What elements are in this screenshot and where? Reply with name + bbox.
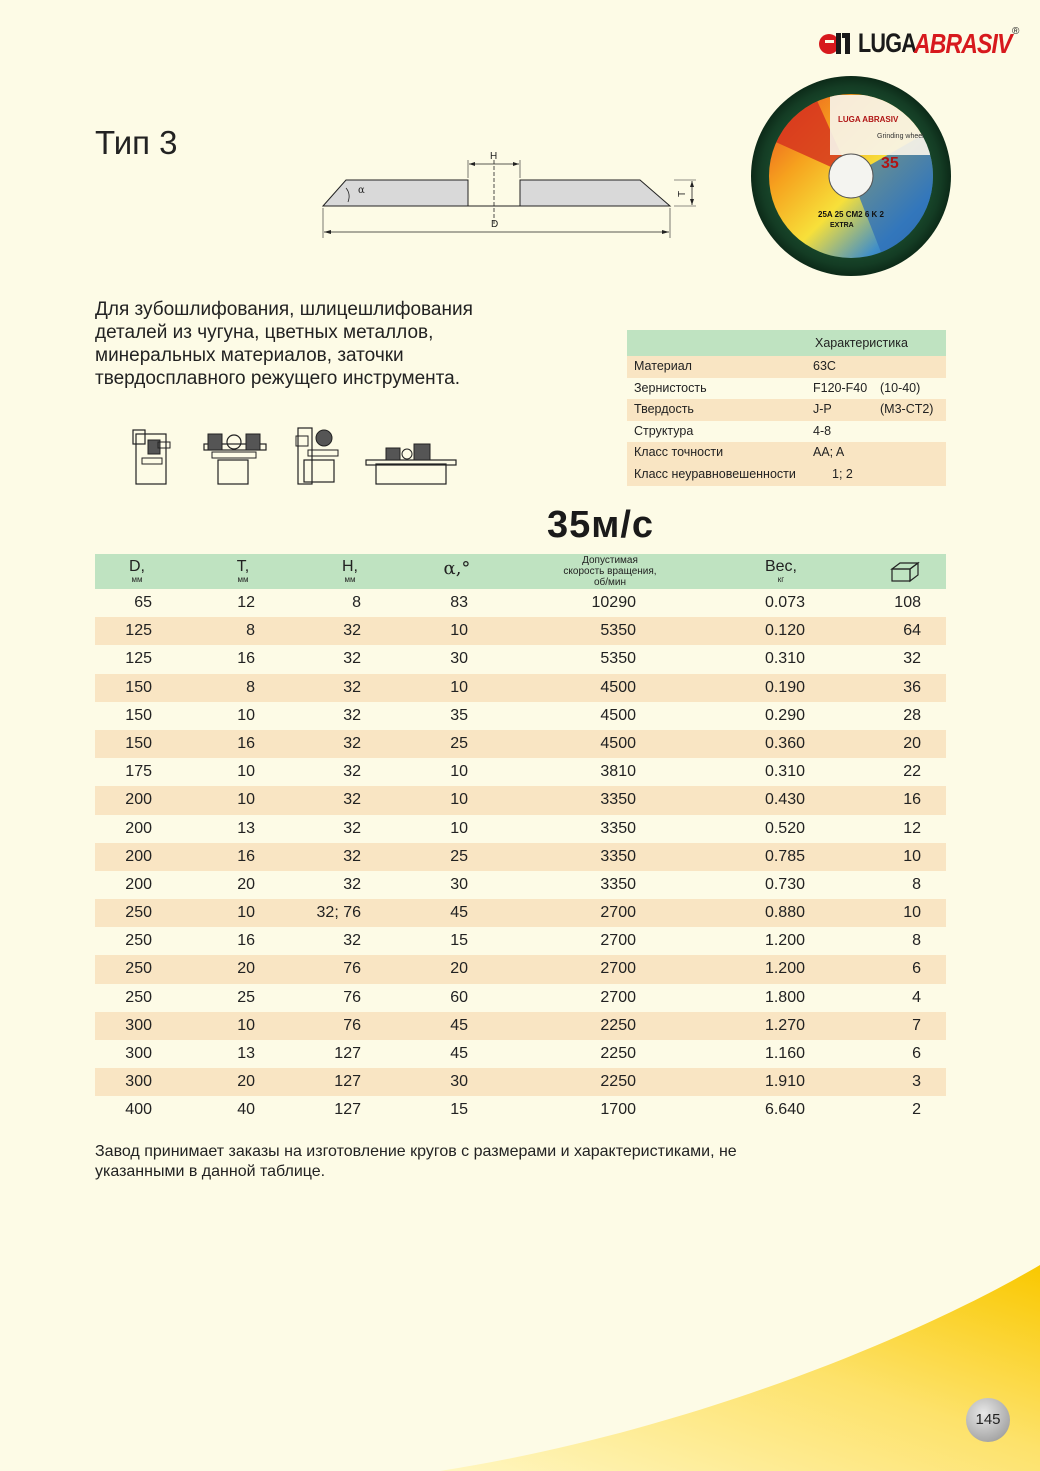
table-cell: 8: [912, 932, 921, 950]
table-cell: 8: [912, 875, 921, 893]
table-header: [95, 554, 946, 589]
table-row: [95, 1040, 946, 1068]
table-cell: 3350: [600, 791, 636, 809]
table-cell: 8: [352, 594, 361, 611]
description-text: Для зубошлифования, шлицешлифования деталей из чугуна, цветных металлов, минеральных материалов, заточки твердосплавного режущего инструмента.: [95, 299, 473, 389]
brand-logo: [818, 26, 1024, 62]
machine-pictogram-4-icon: [364, 436, 458, 486]
table-cell: 16: [237, 847, 255, 865]
table-cell: 0.073: [764, 594, 805, 611]
table-cell: 10: [237, 791, 255, 809]
footnote-text: Завод принимает заказы на изготовление кругов с размерами и характеристиками, не указанными в данной таблице.: [95, 1143, 737, 1180]
table-cell: 16: [237, 650, 255, 668]
table-cell: 2250: [600, 1016, 636, 1034]
table-cell: 0.520: [764, 819, 805, 837]
table-cell: 32: [343, 650, 361, 668]
table-row: [95, 1012, 946, 1040]
char-row: [627, 421, 946, 443]
header-weight: Вес, кг: [764, 558, 797, 584]
table-cell: 2700: [600, 960, 636, 978]
table-cell: 10: [237, 1016, 255, 1034]
table-cell: 250: [125, 960, 152, 978]
char-row: [627, 399, 946, 421]
table-row: [95, 899, 946, 927]
speed-heading: 35м/с: [547, 504, 655, 546]
table-cell: 32: [343, 763, 361, 781]
table-cell: 0.190: [764, 678, 805, 696]
table-cell: 6: [912, 960, 921, 978]
table-cell: 10: [450, 819, 468, 837]
machine-pictogram-1-icon: [128, 426, 176, 486]
characteristics-header: Характеристика: [627, 330, 946, 356]
table-cell: 1700: [600, 1101, 636, 1119]
table-cell: 10: [237, 706, 255, 724]
table-cell: 300: [125, 1016, 152, 1034]
table-cell: 1.200: [764, 960, 805, 978]
char-row: [627, 442, 946, 464]
wheel-speed: 35: [881, 155, 899, 172]
table-cell: 20: [450, 960, 468, 978]
table-cell: 1.160: [764, 1045, 805, 1062]
table-cell: 150: [125, 734, 152, 752]
header-t: T, мм: [236, 558, 250, 584]
table-cell: 200: [125, 791, 152, 809]
table-cell: 20: [237, 875, 255, 893]
table-cell: 76: [343, 1016, 361, 1034]
logo-text-abrasiv: ABRASIV: [914, 28, 1012, 59]
table-cell: 175: [125, 763, 152, 781]
table-cell: 3350: [600, 875, 636, 893]
table-row: [95, 1068, 946, 1096]
char-value: AA; A: [813, 445, 845, 460]
table-cell: 0.360: [764, 734, 805, 752]
table-cell: 28: [903, 706, 921, 724]
table-row: [95, 589, 946, 617]
table-cell: 127: [334, 1045, 361, 1062]
logo-registered: ®: [1012, 26, 1020, 37]
table-row: [95, 674, 946, 702]
logo-text-luga: LUGA: [858, 28, 916, 58]
table-cell: 8: [246, 622, 255, 640]
table-cell: 2250: [600, 1045, 636, 1062]
table-cell: 200: [125, 819, 152, 837]
table-cell: 64: [903, 622, 921, 640]
table-cell: 6: [912, 1045, 921, 1062]
label-d: D: [491, 219, 499, 230]
page-title: Тип 3: [95, 124, 178, 161]
table-row: [95, 927, 946, 955]
table-cell: 30: [450, 650, 468, 668]
table-cell: 32: [343, 791, 361, 809]
table-cell: 2: [912, 1101, 921, 1119]
machine-pictogram-3-icon: [294, 424, 342, 486]
table-cell: 7: [912, 1016, 921, 1034]
char-row: [627, 356, 946, 378]
table-cell: 10: [450, 622, 468, 640]
table-cell: 125: [125, 622, 152, 640]
char-row: [627, 464, 946, 486]
table-cell: 32: [343, 678, 361, 696]
table-cell: 10: [237, 904, 255, 922]
wheel-profile-diagram: [318, 148, 708, 242]
table-cell: 8: [246, 678, 255, 696]
table-cell: 32: [343, 847, 361, 865]
table-cell: 30: [450, 875, 468, 893]
table-cell: 12: [237, 594, 255, 611]
table-cell: 32; 76: [316, 904, 361, 922]
table-cell: 32: [343, 932, 361, 950]
label-h: H: [490, 151, 498, 162]
table-cell: 20: [237, 960, 255, 978]
table-body: [95, 589, 946, 1125]
table-cell: 2700: [600, 988, 636, 1006]
table-cell: 35: [450, 706, 468, 724]
table-cell: 1.800: [764, 988, 805, 1006]
table-row: [95, 702, 946, 730]
char-value: J-P: [813, 402, 832, 417]
table-cell: 12: [903, 819, 921, 837]
table-cell: 4500: [600, 734, 636, 752]
table-cell: 5350: [600, 650, 636, 668]
table-cell: 60: [450, 988, 468, 1006]
table-cell: 1.910: [764, 1073, 805, 1091]
table-cell: 3810: [600, 763, 636, 781]
table-cell: 32: [343, 622, 361, 640]
box-icon: [890, 561, 920, 583]
table-cell: 45: [450, 1016, 468, 1034]
wheel-spec: 25A 25 CM2 6 K 2: [818, 210, 884, 219]
table-cell: 6.640: [764, 1101, 805, 1119]
table-cell: 10: [903, 847, 921, 865]
table-cell: 32: [903, 650, 921, 668]
char-label: Класс точности: [634, 445, 724, 460]
table-cell: 125: [125, 650, 152, 668]
table-cell: 0.310: [764, 650, 805, 668]
table-cell: 0.310: [764, 763, 805, 781]
table-cell: 150: [125, 706, 152, 724]
header-h: H, мм: [342, 558, 358, 584]
table-row: [95, 786, 946, 814]
table-cell: 25: [450, 847, 468, 865]
table-cell: 10: [237, 763, 255, 781]
header-pack: [885, 554, 925, 589]
table-cell: 65: [134, 594, 152, 611]
table-cell: 15: [450, 1101, 468, 1119]
table-cell: 32: [343, 706, 361, 724]
char-label: Зернистость: [634, 380, 707, 395]
table-cell: 2250: [600, 1073, 636, 1091]
header-alpha: α,°: [443, 558, 471, 579]
table-cell: 13: [237, 819, 255, 837]
table-cell: 4500: [600, 706, 636, 724]
table-cell: 32: [343, 734, 361, 752]
table-cell: 2700: [600, 932, 636, 950]
table-cell: 300: [125, 1045, 152, 1062]
table-cell: 0.430: [764, 791, 805, 809]
table-row: [95, 843, 946, 871]
table-row: [95, 955, 946, 983]
table-cell: 0.730: [764, 875, 805, 893]
table-cell: 2700: [600, 904, 636, 922]
table-row: [95, 815, 946, 843]
table-cell: 45: [450, 904, 468, 922]
table-row: [95, 871, 946, 899]
table-cell: 4: [912, 988, 921, 1006]
table-cell: 0.120: [764, 622, 805, 640]
char-label: Структура: [634, 423, 694, 438]
table-cell: 10: [450, 791, 468, 809]
grinding-wheel-photo: [750, 75, 952, 277]
table-cell: 3350: [600, 819, 636, 837]
header-rpm: Допустимая скорость вращения, об/мин: [563, 555, 657, 588]
char-value-2: (M3-CT2): [880, 402, 934, 417]
wheel-extra: EXTRA: [830, 222, 854, 229]
dimensions-table: [95, 554, 946, 1125]
table-cell: 127: [334, 1073, 361, 1091]
table-cell: 10: [903, 904, 921, 922]
table-cell: 10290: [591, 594, 636, 611]
table-cell: 32: [343, 875, 361, 893]
char-value-2: (10-40): [880, 380, 921, 395]
table-cell: 13: [237, 1045, 255, 1062]
char-label: Материал: [634, 359, 692, 373]
table-cell: 16: [903, 791, 921, 809]
table-cell: 250: [125, 988, 152, 1006]
machine-pictogram-2-icon: [202, 426, 270, 486]
table-row: [95, 617, 946, 645]
table-row: [95, 758, 946, 786]
table-cell: 15: [450, 932, 468, 950]
table-cell: 300: [125, 1073, 152, 1091]
logo-mark-icon: [818, 30, 852, 56]
table-cell: 400: [125, 1101, 152, 1119]
char-row: [627, 378, 946, 400]
table-cell: 3350: [600, 847, 636, 865]
table-row: [95, 730, 946, 758]
table-cell: 83: [450, 594, 468, 611]
table-cell: 20: [903, 734, 921, 752]
table-cell: 3: [912, 1073, 921, 1091]
table-row: [95, 984, 946, 1012]
char-value: 4-8: [813, 423, 832, 438]
table-cell: 0.290: [764, 706, 805, 724]
table-cell: 36: [903, 678, 921, 696]
table-cell: 200: [125, 875, 152, 893]
label-t: T: [677, 190, 688, 197]
characteristics-table: [627, 330, 946, 486]
table-cell: 4500: [600, 678, 636, 696]
wheel-type-label: Grinding wheel: [877, 133, 924, 140]
table-cell: 250: [125, 932, 152, 950]
table-cell: 127: [334, 1101, 361, 1119]
table-cell: 22: [903, 763, 921, 781]
table-cell: 30: [450, 1073, 468, 1091]
table-cell: 16: [237, 734, 255, 752]
table-cell: 76: [343, 960, 361, 978]
header-d: D, мм: [129, 558, 145, 584]
table-cell: 150: [125, 678, 152, 696]
table-cell: 32: [343, 819, 361, 837]
table-cell: 25: [450, 734, 468, 752]
table-cell: 16: [237, 932, 255, 950]
label-alpha: α: [358, 185, 365, 196]
table-row: [95, 645, 946, 673]
table-cell: 76: [343, 988, 361, 1006]
wheel-brand: LUGA ABRASIV: [838, 115, 899, 124]
table-cell: 1.270: [764, 1016, 805, 1034]
table-cell: 250: [125, 904, 152, 922]
table-cell: 25: [237, 988, 255, 1006]
char-label: Класс неуравновешенности: [634, 466, 796, 481]
table-row: [95, 1096, 946, 1124]
char-value: 63C: [813, 359, 836, 373]
table-cell: 200: [125, 847, 152, 865]
table-cell: 0.785: [764, 847, 805, 865]
table-cell: 20: [237, 1073, 255, 1091]
table-cell: 40: [237, 1101, 255, 1119]
table-cell: 10: [450, 763, 468, 781]
table-cell: 5350: [600, 622, 636, 640]
table-cell: 1.200: [764, 932, 805, 950]
page-number: 145: [966, 1398, 1010, 1442]
char-value: 1; 2: [832, 466, 853, 481]
table-cell: 10: [450, 678, 468, 696]
table-cell: 45: [450, 1045, 468, 1062]
char-label: Твердость: [634, 402, 694, 417]
char-value: F120-F40: [813, 380, 868, 395]
table-cell: 108: [894, 594, 921, 611]
table-cell: 0.880: [764, 904, 805, 922]
